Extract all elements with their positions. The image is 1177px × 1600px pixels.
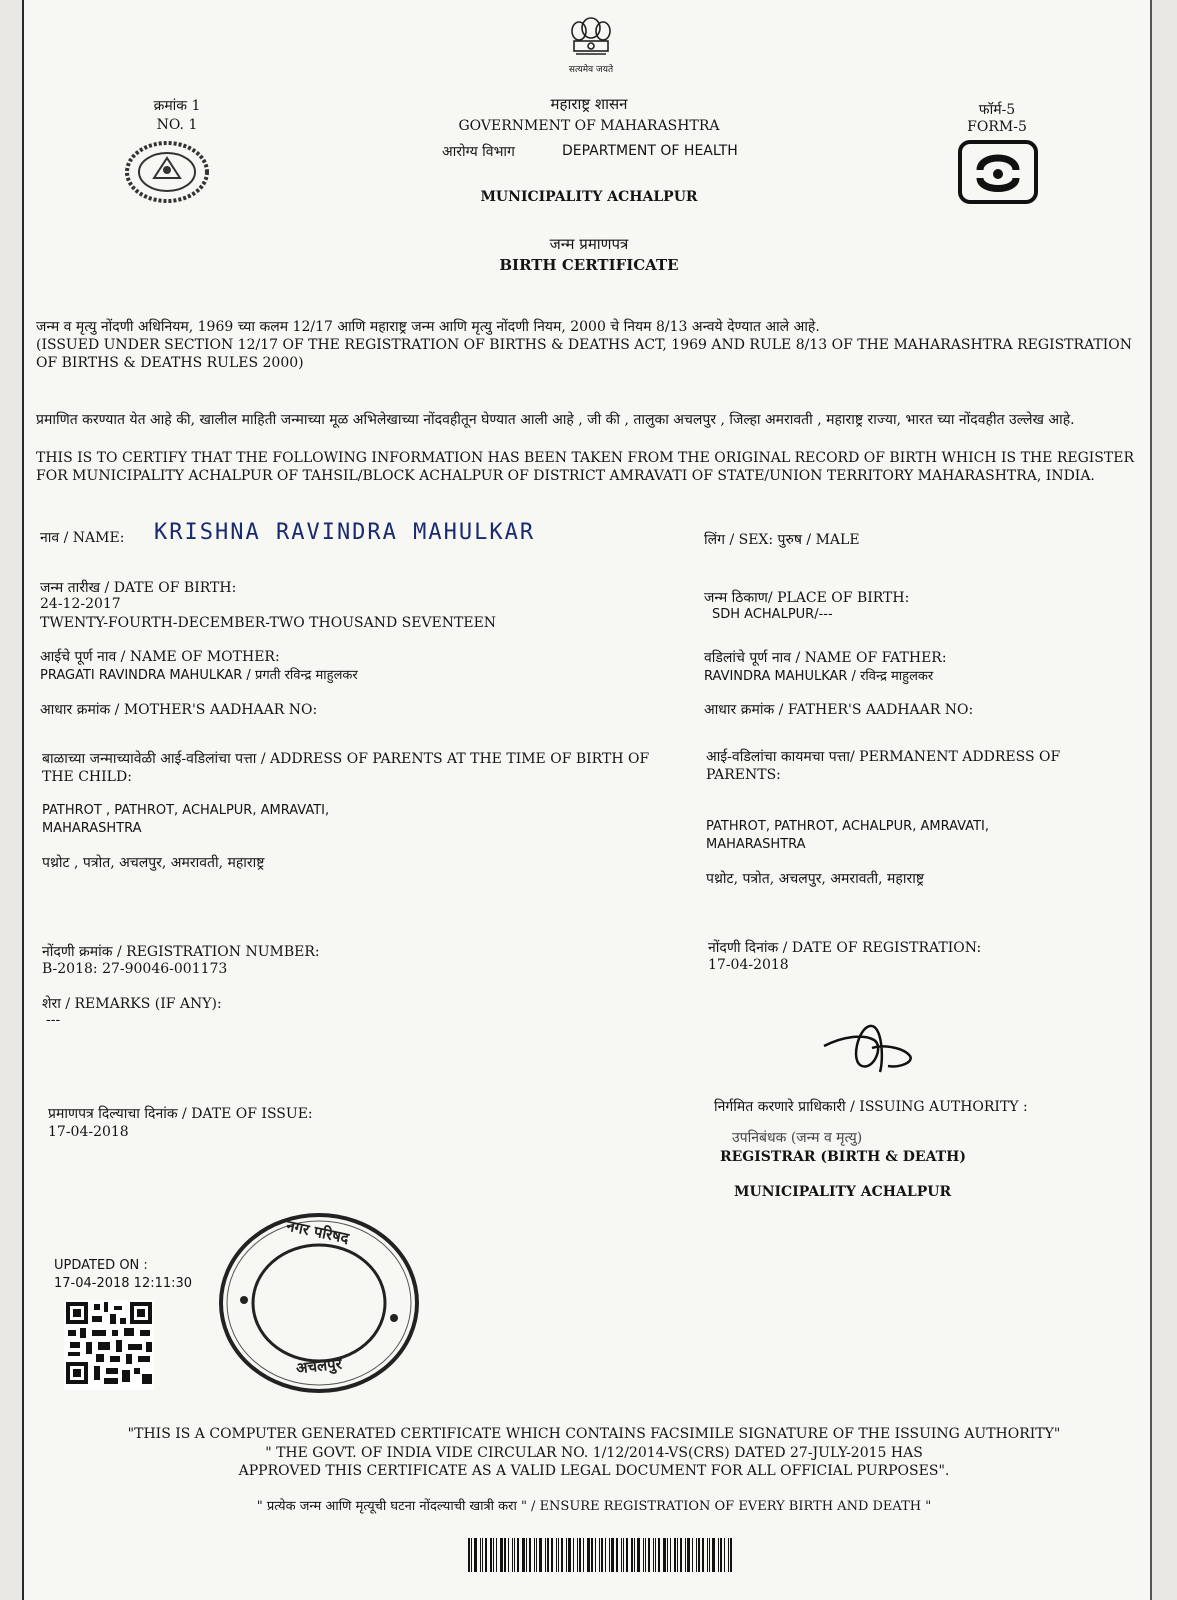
barcode-bar [677, 1538, 678, 1572]
seal-text-bottom: अचलपुर [295, 1354, 343, 1378]
barcode-bar [517, 1538, 519, 1572]
registration-slogan: " प्रत्येक जन्म आणि मृत्यूची घटना नोंदल्याची खात्री करा " / ENSURE REGISTRATION OF EVERY BIRTH AND DEATH " [256, 1499, 932, 1514]
barcode-bar [626, 1538, 628, 1572]
name-label: नाव / NAME: [40, 530, 125, 546]
mother-value: PRAGATI RAVINDRA MAHULKAR / प्रगती रविन्द्र माहुलकर [40, 668, 358, 683]
barcode-bar [709, 1538, 710, 1572]
registrar-signature [814, 1018, 924, 1084]
barcode-bar [687, 1538, 690, 1572]
issue-date-value: 17-04-2018 [48, 1124, 129, 1140]
registration-number-value: B-2018: 27-90046-001173 [42, 961, 228, 977]
barcode-bar [670, 1538, 671, 1572]
barcode-bar [637, 1538, 640, 1572]
registration-number-label: नोंदणी क्रमांक / REGISTRATION NUMBER: [42, 944, 320, 960]
authority-municipality: MUNICIPALITY ACHALPUR [734, 1184, 952, 1200]
barcode-bar [514, 1538, 515, 1572]
ashoka-emblem [546, 14, 636, 75]
barcode-bar [663, 1538, 666, 1572]
barcode-bar [493, 1538, 494, 1572]
barcode-bar [579, 1538, 581, 1572]
barcode-bar [634, 1538, 635, 1572]
barcode-bar [658, 1538, 660, 1572]
father-label: वडिलांचे पूर्ण नाव / NAME OF FATHER: [704, 650, 947, 666]
barcode-bar [728, 1538, 729, 1572]
barcode-bar [616, 1538, 618, 1572]
name-value: KRISHNA RAVINDRA MAHULKAR [154, 520, 536, 545]
barcode-bar [698, 1538, 700, 1572]
mother-aadhaar-label: आधार क्रमांक / MOTHER'S AADHAAR NO: [40, 702, 318, 718]
certify-text-mr: प्रमाणित करण्यात येत आहे की, खालील माहिती जन्माच्या मूळ अभिलेखाच्या नोंदवहीतून घेण्यात आली आहे , जी की , तालुका अचलपुर , जिल्हा अमरावती , महाराष्ट्र राज्या, भारत च्या नोंदवहीत उल्लेख आहे. [36, 412, 1075, 428]
barcode-bar [558, 1538, 559, 1572]
registrar-title-en: REGISTRAR (BIRTH & DEATH) [720, 1149, 966, 1165]
act-text-mr: जन्म व मृत्यु नोंदणी अधिनियम, 1969 च्या कलम 12/17 आणि महाराष्ट्र जन्म आणि मृत्यु नोंदणी नियम, 2000 चे नियम 8/13 अन्वये देण्यात आले आहे. [36, 319, 820, 335]
health-logo [958, 140, 1038, 204]
barcode-bar [556, 1538, 557, 1572]
barcode-bar [643, 1538, 644, 1572]
barcode-bar [631, 1538, 633, 1572]
department-en: DEPARTMENT OF HEALTH [562, 143, 738, 159]
form-label-mr: फॉर्म-5 [978, 102, 1016, 118]
barcode-bar [645, 1538, 646, 1572]
family-welfare-icon [958, 140, 1038, 204]
birth-address-label: बाळाच्या जन्माच्यावेळी आई-वडिलांचा पत्ता / ADDRESS OF PARENTS AT THE TIME OF BIRTH OF THE CHILD: [42, 751, 650, 785]
qr-code-icon [64, 1300, 154, 1386]
barcode-bar [674, 1538, 676, 1572]
barcode-bar [534, 1538, 535, 1572]
dob-words: TWENTY-FOURTH-DECEMBER-TWO THOUSAND SEVENTEEN [40, 615, 497, 631]
government-title-mr: महाराष्ट्र शासन [550, 95, 628, 113]
barcode-bar [611, 1538, 614, 1572]
barcode-bar [583, 1538, 584, 1572]
act-text-en: (ISSUED UNDER SECTION 12/17 OF THE REGISTRATION OF BIRTHS & DEATHS ACT, 1969 AND RULE 8/13 OF THE MAHARASHTRA REGISTRATION OF BIRTHS & DEATHS RULES 2000) [36, 337, 1133, 371]
mother-label: आईचे पूर्ण नाव / NAME OF MOTHER: [40, 649, 280, 665]
father-value: RAVINDRA MAHULKAR / रविन्द्र माहुलकर [704, 669, 934, 684]
pob-value: SDH ACHALPUR/--- [712, 607, 833, 622]
barcode-bar [685, 1538, 686, 1572]
qr-code[interactable] [64, 1300, 154, 1390]
barcode-bar [702, 1538, 704, 1572]
dob-value: 24-12-2017 [40, 596, 121, 612]
barcode-bar [561, 1538, 563, 1572]
certificate-title-mr: जन्म प्रमाणपत्र [549, 235, 629, 253]
barcode-bar [623, 1538, 624, 1572]
state-seal-icon [124, 140, 210, 204]
barcode-bar [712, 1538, 715, 1572]
certificate-page [22, 0, 1152, 1600]
seal-text-top: नगर परिषद [284, 1216, 351, 1248]
barcode-bar [471, 1538, 472, 1572]
birth-address-en: PATHROT , PATHROT, ACHALPUR, AMRAVATI, MAHARASHTRA [42, 803, 330, 836]
certify-text-en: THIS IS TO CERTIFY THAT THE FOLLOWING INFORMATION HAS BEEN TAKEN FROM THE ORIGINAL RECORD OF BIRTH WHICH IS THE REGISTER FOR MUNICIPALITY ACHALPUR OF TAHSIL/BLOCK ACHALPUR OF DISTRICT AMRAVATI OF STATE/UNION TERRITORY MAHARASHTRA, INDIA. [36, 450, 1134, 484]
barcode-bar [496, 1538, 497, 1572]
barcode-bar [605, 1538, 606, 1572]
signature-icon [814, 1018, 924, 1080]
emblem-motto: सत्यमेव जयते [568, 65, 614, 75]
barcode-bar [500, 1538, 503, 1572]
barcode-bar [696, 1538, 697, 1572]
barcode-bar [730, 1538, 732, 1572]
dob-label: जन्म तारीख / DATE OF BIRTH: [40, 580, 237, 596]
permanent-address-label: आई-वडिलांचा कायमचा पत्ता/ PERMANENT ADDRESS OF PARENTS: [706, 749, 1061, 783]
sex-field: लिंग / SEX: पुरुष / MALE [704, 532, 860, 548]
barcode-bar [482, 1538, 483, 1572]
barcode-bar [577, 1538, 578, 1572]
barcode-bar [512, 1538, 513, 1572]
father-aadhaar-label: आधार क्रमांक / FATHER'S AADHAAR NO: [704, 702, 974, 718]
footer-line-3: APPROVED THIS CERTIFICATE AS A VALID LEGAL DOCUMENT FOR ALL OFFICIAL PURPOSES". [238, 1463, 950, 1479]
barcode-bar [648, 1538, 650, 1572]
barcode [468, 1538, 758, 1572]
barcode-bar [587, 1538, 590, 1572]
barcode-bar [566, 1538, 567, 1572]
remarks-label: शेरा / REMARKS (IF ANY): [42, 996, 222, 1012]
barcode-bar [568, 1538, 571, 1572]
barcode-bar [595, 1538, 596, 1572]
barcode-bar [667, 1538, 668, 1572]
barcode-bar [680, 1538, 682, 1572]
registrar-title-mr: उपनिबंधक (जन्म व मृत्यु) [732, 1130, 863, 1146]
barcode-bar [599, 1538, 600, 1572]
barcode-bar [707, 1538, 708, 1572]
emblem-icon [546, 14, 636, 64]
barcode-bar [468, 1538, 470, 1572]
barcode-bar [480, 1538, 481, 1572]
pob-label: जन्म ठिकाण/ PLACE OF BIRTH: [704, 590, 910, 606]
barcode-bar [545, 1538, 546, 1572]
barcode-bar [526, 1538, 527, 1572]
footer-line-2: " THE GOVT. OF INDIA VIDE CIRCULAR NO. 1/12/2014-VS(CRS) DATED 27-JULY-2015 HAS [265, 1445, 923, 1461]
barcode-bar [724, 1538, 725, 1572]
footer-line-1: "THIS IS A COMPUTER GENERATED CERTIFICATE WHICH CONTAINS FACSIMILE SIGNATURE OF THE ISSUING AUTHORITY" [127, 1426, 1061, 1442]
barcode-bar [522, 1538, 525, 1572]
barcode-bar [485, 1538, 487, 1572]
permanent-address-en: PATHROT, PATHROT, ACHALPUR, AMRAVATI, MAHARASHTRA [706, 819, 989, 852]
issue-date-label: प्रमाणपत्र दिल्याचा दिनांक / DATE OF ISSUE: [48, 1106, 313, 1122]
barcode-bar [655, 1538, 656, 1572]
barcode-bar [551, 1538, 553, 1572]
registration-date-value: 17-04-2018 [708, 957, 789, 973]
barcode-bar [529, 1538, 531, 1572]
birth-address-mr: पथ्रोट , पत्रोत, अचलपुर, अमरावती, महाराष्ट्र [42, 855, 265, 871]
updated-value: 17-04-2018 12:11:30 [54, 1276, 193, 1291]
barcode-bar [601, 1538, 603, 1572]
barcode-bar [474, 1538, 477, 1572]
barcode-bar [692, 1538, 693, 1572]
barcode-bar [490, 1538, 492, 1572]
department-mr: आरोग्य विभाग [442, 144, 515, 160]
barcode-bar [504, 1538, 506, 1572]
number-label-mr: क्रमांक 1 [153, 98, 201, 114]
barcode-bar [591, 1538, 593, 1572]
barcode-bar [508, 1538, 509, 1572]
updated-label: UPDATED ON : [54, 1258, 148, 1273]
permanent-address-mr: पथ्रोट, पत्रोत, अचलपुर, अमरावती, महाराष्ट्र [706, 871, 924, 887]
barcode-bar [539, 1538, 542, 1572]
number-label-en: NO. 1 [156, 117, 198, 133]
maharashtra-seal [124, 140, 210, 208]
barcode-bar [718, 1538, 719, 1572]
issuing-authority-label: निर्गमित करणारे प्राधिकारी / ISSUING AUTHORITY : [714, 1099, 1028, 1115]
government-title-en: GOVERNMENT OF MAHARASHTRA [458, 118, 720, 134]
barcode-bar [720, 1538, 722, 1572]
certificate-title-en: BIRTH CERTIFICATE [499, 256, 679, 274]
barcode-bar [573, 1538, 574, 1572]
barcode-bar [609, 1538, 610, 1572]
barcode-bar [547, 1538, 549, 1572]
form-label-en: FORM-5 [967, 119, 1027, 135]
barcode-bar [653, 1538, 654, 1572]
barcode-bar [536, 1538, 537, 1572]
remarks-value: --- [46, 1012, 61, 1028]
registration-date-label: नोंदणी दिनांक / DATE OF REGISTRATION: [708, 940, 982, 956]
barcode-bar [621, 1538, 622, 1572]
municipality-header: MUNICIPALITY ACHALPUR [480, 189, 698, 205]
